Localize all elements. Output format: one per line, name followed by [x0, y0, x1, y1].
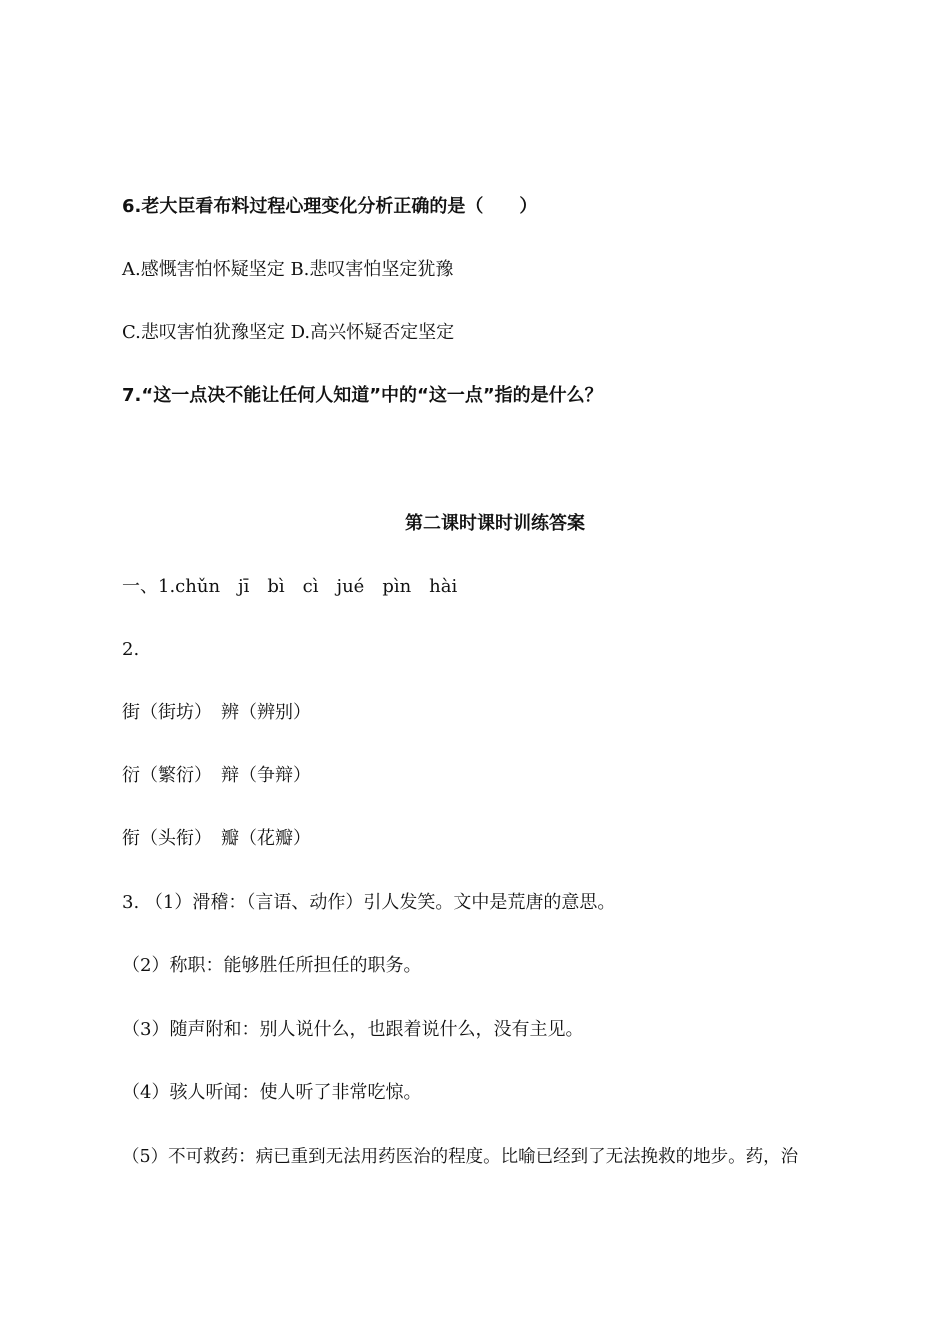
- answer-3-item-1: 3. （1）滑稽：（言语、动作）引人发笑。文中是荒唐的意思。: [122, 892, 616, 913]
- answer-3-item-5: （5）不可救药：病已重到无法用药医治的程度。比喻已经到了无法挽救的地步。药，治: [122, 1147, 799, 1167]
- answer-3-item-3: （3）随声附和：别人说什么，也跟着说什么，没有主见。: [122, 1019, 584, 1040]
- question-6: 6.老大臣看布料过程心理变化分析正确的是（ ）: [122, 196, 538, 217]
- answer-3-item-4: （4）骇人听闻：使人听了非常吃惊。: [122, 1082, 422, 1103]
- answer-2-row-1: 街（街坊） 辨（辨别）: [122, 702, 311, 723]
- answer-2-label: 2.: [122, 639, 140, 660]
- answers-title: 第二课时课时训练答案: [405, 513, 585, 534]
- question-6-options-ab: A.感慨害怕怀疑坚定 B.悲叹害怕坚定犹豫: [122, 259, 454, 280]
- answer-1-pinyin: 一、1.chǔn jī bì cì jué pìn hài: [122, 576, 458, 597]
- answer-3-item-2: （2）称职：能够胜任所担任的职务。: [122, 955, 422, 976]
- answer-2-row-3: 衔（头衔） 瓣（花瓣）: [122, 828, 311, 849]
- question-7: 7.“这一点决不能让任何人知道”中的“这一点”指的是什么？: [122, 385, 603, 406]
- answer-2-row-2: 衍（繁衍） 辩（争辩）: [122, 765, 311, 786]
- question-6-options-cd: C.悲叹害怕犹豫坚定 D.高兴怀疑否定坚定: [122, 322, 455, 343]
